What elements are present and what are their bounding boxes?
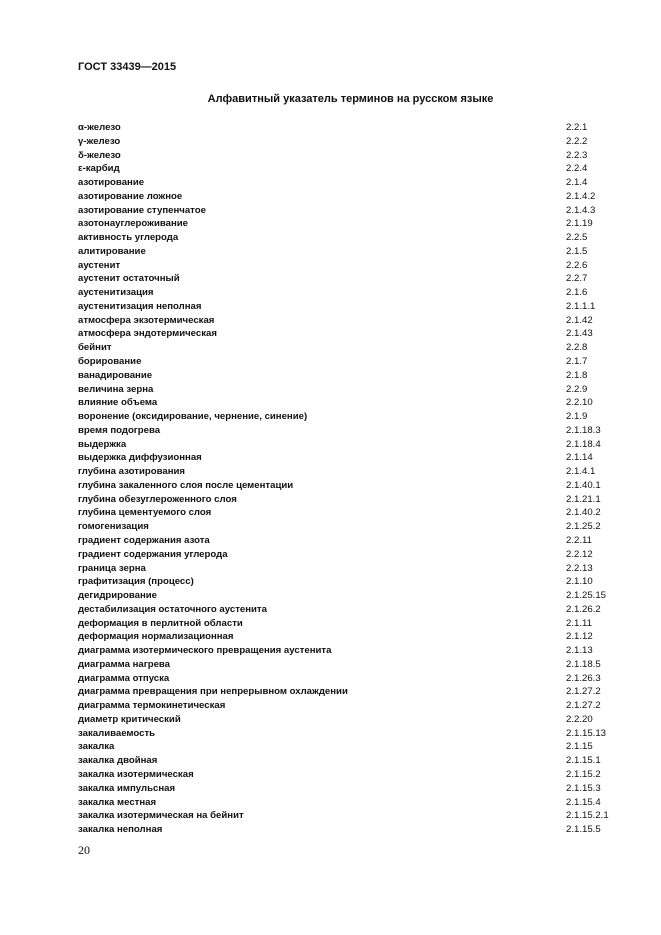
term-label: диаграмма превращения при непрерывном охлаждении [78,686,348,698]
term-label: азотонауглероживание [78,218,188,230]
term-label: диаграмма нагрева [78,658,171,670]
term-label: закаливаемость [78,727,156,739]
index-entry [78,548,618,562]
term-reference: 2.1.15.1 [566,755,601,767]
term-reference: 2.1.7 [566,356,588,368]
index-entry [78,768,618,782]
term-reference: 2.1.15.4 [566,796,601,808]
term-label: выдержка диффузионная [78,452,202,464]
term-label: диаграмма отпуска [78,672,170,684]
term-reference: 2.1.4.1 [566,466,596,478]
page-number: 20 [78,843,90,857]
term-label: закалка неполная [78,824,163,836]
term-reference: 2.1.18.5 [566,658,601,670]
term-label: влияние объема [78,397,158,409]
index-entry [78,314,618,328]
term-reference: 2.1.26.2 [566,603,601,615]
term-reference: 2.1.25.15 [566,590,607,602]
term-reference: 2.1.19 [566,218,593,230]
term-label: закалка импульсная [78,782,176,794]
index-entry [78,754,618,768]
term-index-list [78,121,618,837]
term-reference: 2.2.10 [566,397,593,409]
index-entry [78,575,618,589]
term-reference: 2.1.8 [566,369,588,381]
term-label: атмосфера эндотермическая [78,328,217,340]
index-entry [78,245,618,259]
index-entry [78,465,618,479]
index-entry [78,300,618,314]
term-label: закалка [78,741,115,753]
term-reference: 2.1.4.3 [566,204,596,216]
term-reference: 2.1.12 [566,631,593,643]
term-label: дегидрирование [78,590,158,602]
term-label: закалка местная [78,796,157,808]
index-entry [78,383,618,397]
term-reference: 2.1.5 [566,245,588,257]
term-label: глубина обезуглероженного слоя [78,493,237,505]
term-label: глубина цементуемого слоя [78,507,212,519]
index-entry [78,685,618,699]
index-entry [78,286,618,300]
index-entry [78,713,618,727]
term-reference: 2.2.5 [566,232,588,244]
term-reference: 2.1.11 [566,617,592,629]
term-reference: 2.1.1.1 [566,300,596,312]
term-reference: 2.1.18.4 [566,438,601,450]
index-entry [78,176,618,190]
term-reference: 2.1.15.5 [566,824,601,836]
term-reference: 2.1.15 [566,741,593,753]
index-title: Алфавитный указатель терминов на русском языке [207,93,494,105]
term-reference: 2.2.12 [566,548,593,560]
term-reference: 2.1.4.2 [566,190,596,202]
term-reference: 2.2.1 [566,122,588,133]
index-entry [78,630,618,644]
term-label: аустенит остаточный [78,273,180,285]
term-label: диаграмма изотермического превращения аустенита [78,645,332,657]
term-reference: 2.2.9 [566,383,588,395]
index-entry [78,410,618,424]
term-reference: 2.1.25.2 [566,521,601,533]
index-entry [78,231,618,245]
index-entry [78,424,618,438]
index-entry [78,121,618,135]
index-entry [78,562,618,576]
index-entry [78,520,618,534]
index-entry [78,217,618,231]
term-label: градиент содержания углерода [78,548,228,560]
index-entry [78,135,618,149]
term-label: воронение (оксидирование, чернение, синение) [78,411,308,423]
term-label: азотирование ступенчатое [78,204,206,216]
index-entry [78,644,618,658]
index-entry [78,782,618,796]
term-label: деформация нормализационная [78,631,234,643]
term-reference: 2.2.2 [566,135,588,147]
term-label: аустенит [78,259,121,271]
term-label: граница зерна [78,562,146,574]
term-reference: 2.1.10 [566,576,593,588]
index-entry [78,327,618,341]
term-label: δ-железо [78,149,121,161]
term-reference: 2.1.13 [566,645,593,657]
term-label: азотирование ложное [78,190,183,202]
term-label: атмосфера экзотермическая [78,314,215,326]
index-entry [78,204,618,218]
index-entry [78,727,618,741]
term-reference: 2.1.18.3 [566,424,601,436]
term-label: гомогенизация [78,521,149,533]
index-entry [78,823,618,837]
term-reference: 2.2.11 [566,534,592,546]
term-reference: 2.1.14 [566,452,593,464]
term-label: закалка изотермическая [78,768,194,780]
index-entry [78,506,618,520]
term-label: закалка двойная [78,755,158,767]
index-entry [78,603,618,617]
term-label: борирование [78,356,142,368]
term-label: γ-железо [78,135,121,147]
index-entry [78,809,618,823]
index-entry [78,658,618,672]
term-reference: 2.1.9 [566,411,588,423]
term-reference: 2.2.20 [566,713,593,725]
term-reference: 2.1.27.2 [566,700,601,712]
term-reference: 2.2.13 [566,562,593,574]
term-reference: 2.2.6 [566,259,588,271]
term-reference: 2.1.15.2 [566,768,601,780]
index-entry [78,479,618,493]
index-entry [78,355,618,369]
term-reference: 2.1.15.2.1 [566,810,609,822]
term-reference: 2.1.15.3 [566,782,601,794]
term-label: глубина закаленного слоя после цементации [78,479,294,491]
index-entry [78,493,618,507]
term-label: аустенитизация [78,287,154,299]
index-entry [78,699,618,713]
term-label: глубина азотирования [78,466,185,478]
term-label: азотирование [78,177,145,189]
term-label: алитирование [78,245,146,257]
term-label: ε-карбид [78,163,120,175]
index-entry [78,589,618,603]
index-entry [78,162,618,176]
term-label: закалка изотермическая на бейнит [78,810,244,822]
term-label: бейнит [78,342,112,354]
index-entry [78,740,618,754]
term-label: деформация в перлитной области [78,617,243,629]
index-entry [78,396,618,410]
term-reference: 2.1.40.1 [566,479,601,491]
term-label: время подогрева [78,424,161,436]
index-entry [78,259,618,273]
term-reference: 2.1.15.13 [566,727,607,739]
index-entry [78,149,618,163]
term-reference: 2.2.4 [566,163,588,175]
term-reference: 2.1.21.1 [566,493,601,505]
term-reference: 2.2.7 [566,273,588,285]
term-label: аустенитизация неполная [78,300,202,312]
index-entry [78,796,618,810]
term-reference: 2.2.3 [566,149,588,161]
term-reference: 2.1.40.2 [566,507,601,519]
term-reference: 2.1.6 [566,287,588,299]
index-entry [78,534,618,548]
term-label: диаметр критический [78,713,181,725]
term-reference: 2.1.4 [566,177,588,189]
index-entry [78,617,618,631]
document-header: ГОСТ 33439—2015 [78,61,177,73]
term-label: графитизация (процесс) [78,576,194,588]
term-label: α-железо [78,122,121,133]
term-label: градиент содержания азота [78,534,210,546]
term-label: дестабилизация остаточного аустенита [78,603,267,615]
term-label: активность углерода [78,232,179,244]
index-entry [78,438,618,452]
term-reference: 2.2.8 [566,342,588,354]
index-entry [78,369,618,383]
index-entry [78,190,618,204]
index-entry [78,451,618,465]
index-entry [78,341,618,355]
term-label: величина зерна [78,383,154,395]
term-label: выдержка [78,438,127,450]
index-entry [78,272,618,286]
term-reference: 2.1.26.3 [566,672,601,684]
term-label: ванадирование [78,369,153,381]
term-reference: 2.1.43 [566,328,593,340]
term-reference: 2.1.42 [566,314,593,326]
index-entry [78,672,618,686]
term-label: диаграмма термокинетическая [78,700,226,712]
term-reference: 2.1.27.2 [566,686,601,698]
